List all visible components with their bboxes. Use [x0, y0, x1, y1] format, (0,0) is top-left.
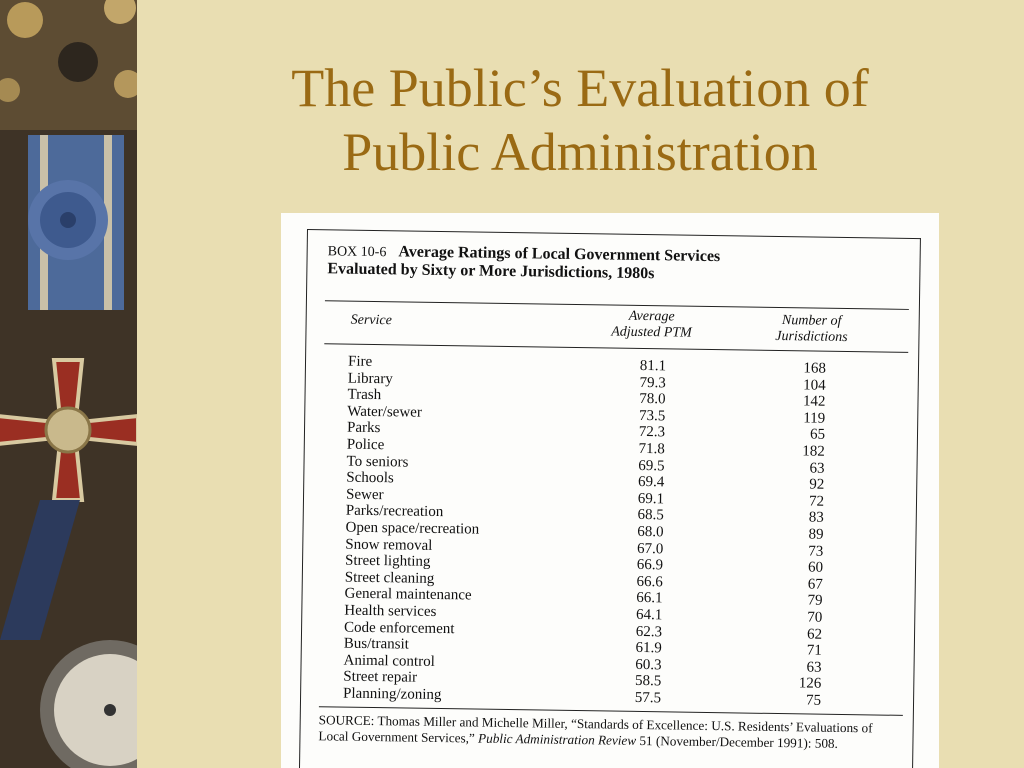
ptm-cell: 67.0 — [636, 540, 664, 557]
ptm-cell: 69.5 — [638, 457, 665, 474]
column-header-jurisdictions-line-1: Number of — [781, 313, 842, 329]
jurisdictions-cell: 119 — [803, 410, 826, 427]
ptm-cell: 72.3 — [638, 424, 666, 441]
jurisdictions-cell: 142 — [802, 393, 826, 410]
jurisdictions-cell: 62 — [806, 625, 823, 643]
ptm-cell: 73.5 — [638, 407, 666, 425]
ptm-cell: 69.1 — [637, 490, 665, 508]
jurisdictions-cell: 73 — [808, 543, 824, 560]
ptm-cell: 68.0 — [637, 523, 664, 541]
service-cell: Fire — [347, 353, 373, 370]
decorative-photo-strip — [0, 0, 137, 768]
source-tail: 51 (November/December 1991): 508. — [639, 732, 838, 751]
ptm-cell: 66.1 — [636, 590, 663, 607]
column-header-jurisdictions — [756, 313, 866, 347]
jurisdictions-cell: 79 — [807, 592, 823, 610]
ptm-cell: 66.9 — [636, 557, 664, 574]
jurisdictions-cell: 104 — [803, 376, 826, 394]
jurisdictions-cell: 60 — [807, 559, 824, 576]
service-cell: Snow removal — [345, 536, 433, 554]
service-cell: To seniors — [346, 453, 409, 471]
ptm-cell: 68.5 — [637, 507, 664, 524]
scanned-table-image — [281, 213, 939, 768]
column-header-ptm-line-2: Adjusted PTM — [611, 324, 692, 341]
service-cell: Bus/transit — [343, 635, 409, 653]
slide-title — [150, 56, 1010, 184]
source-journal: Public Administration Review — [478, 730, 637, 748]
medal-compass-illustration — [0, 0, 137, 768]
service-cell: Trash — [347, 386, 382, 404]
jurisdictions-cell: 182 — [802, 443, 825, 460]
box-title-line-1: Average Ratings of Local Government Services — [398, 243, 721, 266]
jurisdictions-cell: 71 — [806, 642, 822, 659]
jurisdictions-cell: 126 — [798, 675, 822, 692]
service-cell: Schools — [346, 469, 394, 487]
service-cell: Water/sewer — [347, 403, 423, 421]
service-cell: Parks/recreation — [345, 502, 444, 521]
box-heading — [327, 242, 907, 287]
ptm-cell: 62.3 — [635, 623, 663, 640]
table-body — [301, 353, 918, 711]
column-header-ptm — [586, 308, 716, 342]
jurisdictions-cell: 72 — [808, 493, 825, 510]
jurisdictions-cell: 67 — [807, 576, 823, 593]
ptm-cell: 58.5 — [634, 673, 662, 690]
ptm-cell: 66.6 — [636, 573, 663, 591]
column-header-ptm-line-1: Average — [628, 308, 675, 325]
box-label: BOX 10-6 — [327, 244, 387, 261]
ptm-cell: 69.4 — [637, 474, 665, 491]
jurisdictions-cell: 65 — [809, 426, 826, 444]
jurisdictions-cell: 70 — [807, 609, 823, 626]
service-cell: Code enforcement — [343, 619, 455, 637]
column-header-jurisdictions-line-2: Jurisdictions — [775, 328, 848, 346]
ptm-cell: 71.8 — [638, 440, 665, 458]
service-cell: Sewer — [345, 486, 384, 503]
jurisdictions-cell: 63 — [809, 460, 825, 477]
service-cell: Street lighting — [344, 552, 431, 570]
column-header-service: Service — [350, 312, 392, 329]
box-title-line-2: Evaluated by Sixty or More Jurisdictions, 1980s — [327, 260, 655, 283]
source-label: SOURCE: — [318, 712, 375, 729]
ptm-cell: 81.1 — [639, 357, 667, 375]
ptm-cell: 78.0 — [639, 391, 666, 408]
service-cell: Planning/zoning — [342, 685, 442, 703]
jurisdictions-cell: 89 — [808, 526, 824, 543]
source-note — [318, 712, 902, 753]
service-cell: Police — [346, 436, 385, 454]
slide-title-line-1: The Public’s Evaluation of — [291, 58, 869, 118]
service-cell: Street cleaning — [344, 569, 435, 587]
ptm-cell: 79.3 — [639, 374, 666, 391]
service-cell: General maintenance — [344, 585, 472, 604]
jurisdictions-cell: 168 — [803, 360, 827, 377]
ptm-cell: 60.3 — [635, 656, 662, 673]
ptm-cell: 57.5 — [634, 689, 662, 707]
box-document — [299, 229, 921, 768]
jurisdictions-cell: 83 — [808, 509, 824, 527]
jurisdictions-cell: 63 — [806, 659, 822, 676]
ptm-cell: 61.9 — [635, 640, 662, 657]
ptm-cell: 64.1 — [635, 606, 663, 624]
service-cell: Animal control — [343, 652, 435, 670]
jurisdictions-cell: 75 — [805, 692, 822, 709]
service-cell: Street repair — [343, 668, 418, 686]
service-cell: Parks — [346, 419, 381, 437]
service-cell: Open space/recreation — [345, 519, 480, 538]
service-cell: Library — [347, 370, 393, 387]
source-text: Thomas Miller and Michelle Miller, “Standards of Excellence: U.S. Residents’ Evaluations of Local Government Services,” — [318, 713, 873, 746]
jurisdictions-cell: 92 — [809, 476, 825, 493]
service-cell: Health services — [344, 602, 437, 620]
slide-title-line-2: Public Administration — [342, 122, 818, 182]
